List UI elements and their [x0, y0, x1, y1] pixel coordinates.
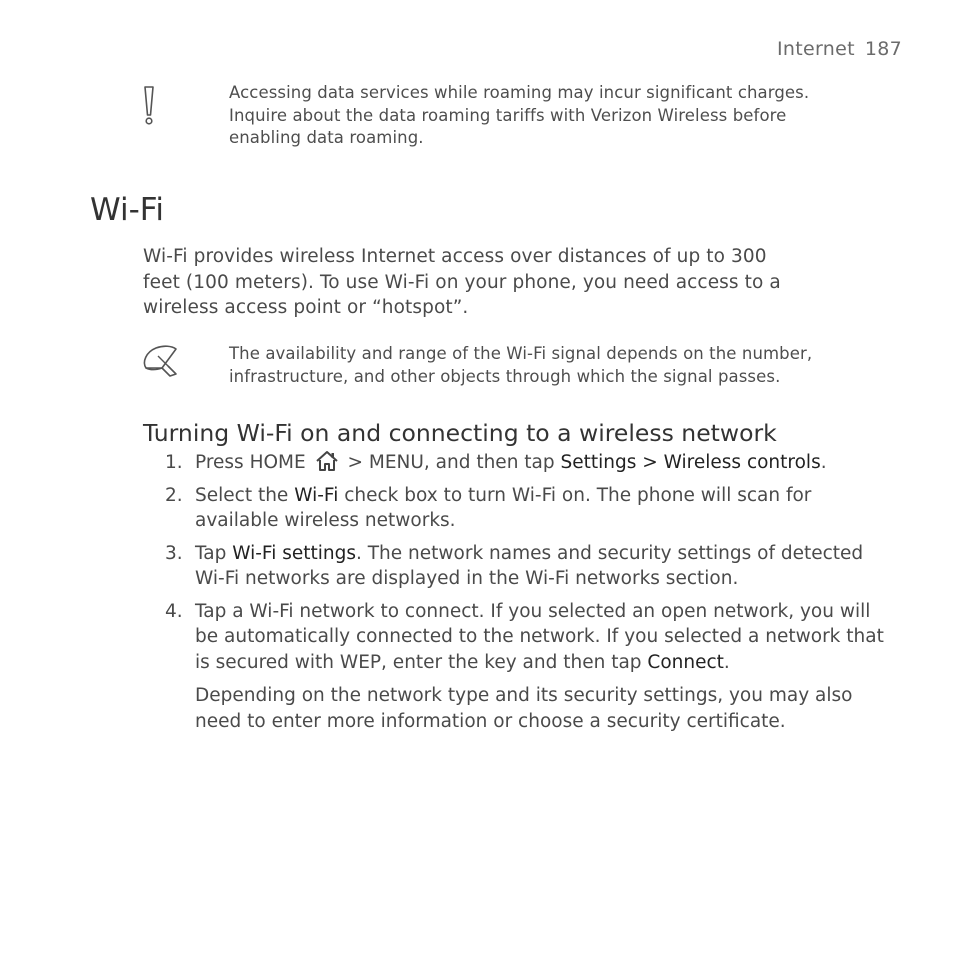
tip-line: The availability and range of the Wi-Fi signal depends on the number,: [229, 344, 813, 363]
warning-line: Inquire about the data roaming tariffs with Verizon Wireless before: [229, 105, 787, 125]
intro-line: wireless access point or “hotspot”.: [143, 297, 469, 318]
step-item: [165, 450, 885, 476]
step-text: .: [723, 651, 730, 673]
step-number: 1.: [165, 452, 183, 473]
step-text: Press HOME: [195, 452, 306, 473]
intro-line: Wi-Fi provides wireless Internet access over distances of up to 300: [143, 246, 767, 267]
step-text: Tap: [195, 542, 233, 564]
intro-line: feet (100 meters). To use Wi-Fi on your phone, you need access to a: [143, 271, 781, 293]
wifi-signal-note: [229, 343, 879, 388]
page-number: 187: [864, 38, 902, 60]
step-text: Tap a Wi-Fi network to connect. If you selected an open network, you will be automatically connected to the network. If you selected a network that is secured with WEP, enter the key and then tap: [195, 600, 884, 673]
step-text: .: [820, 452, 827, 473]
step-text: . The network names and security settings of detected Wi-Fi networks are displayed in the Wi-Fi networks section.: [195, 542, 864, 589]
step-number: 3.: [165, 542, 183, 564]
subsection-title: Turning Wi-Fi on and connecting to a wireless network: [143, 419, 777, 447]
step-number: 4.: [165, 600, 183, 622]
step-ui-term: Wi-Fi settings: [232, 542, 356, 564]
step-ui-term: Settings > Wireless controls: [560, 452, 821, 473]
note-pen-icon: [140, 342, 182, 384]
exclamation-icon: [140, 85, 158, 131]
step-text: Select the: [195, 484, 295, 506]
warning-line: enabling data roaming.: [229, 128, 424, 147]
tip-line: infrastructure, and other objects through which the signal passes.: [229, 366, 781, 386]
step-item: [165, 599, 885, 676]
warning-line: Accessing data services while roaming may incur significant charges.: [229, 83, 810, 102]
step-ui-term: Wi-Fi: [294, 484, 339, 506]
step-ui-term: Connect: [647, 651, 724, 673]
step-item: [165, 541, 885, 592]
home-icon: [314, 450, 340, 472]
step-text: > MENU, and then tap: [341, 452, 561, 473]
roaming-warning-note: [229, 82, 879, 150]
step-number: 2.: [165, 484, 183, 506]
wifi-intro-paragraph: [143, 244, 873, 321]
header-section-name: Internet: [776, 38, 855, 60]
page-header: [777, 38, 902, 60]
steps-list: [165, 450, 885, 734]
step-4-extra-paragraph: Depending on the network type and its security settings, you may also need to enter more information or choose a security certificate.: [195, 685, 853, 732]
step-item: [165, 483, 885, 534]
step-text: check box to turn Wi-Fi on. The phone will scan for available wireless networks.: [195, 484, 812, 531]
section-title: Wi-Fi: [90, 192, 164, 228]
